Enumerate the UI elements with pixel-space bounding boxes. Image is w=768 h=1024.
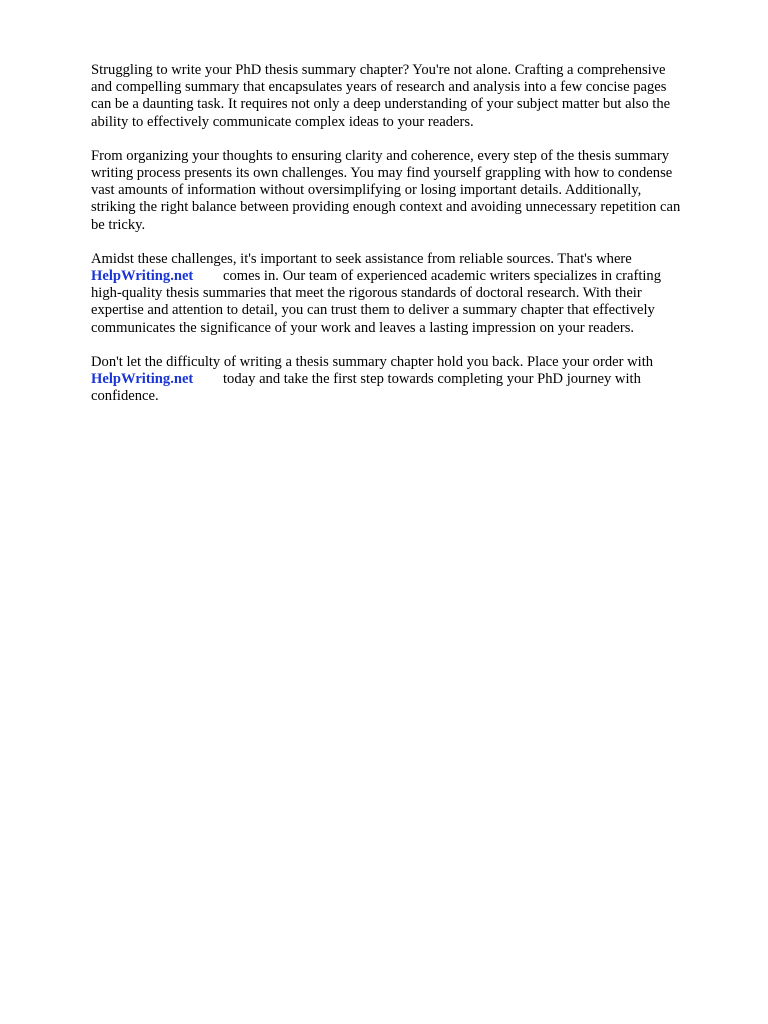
text-line-with-link <box>91 371 721 388</box>
text-line: Struggling to write your PhD thesis summary chapter? You're not alone. Crafting a comprehensive <box>91 62 666 78</box>
text-line: be tricky. <box>91 216 146 233</box>
text-line: Amidst these challenges, it's important to seek assistance from reliable sources. That's where <box>91 250 632 267</box>
paragraph-assistance <box>91 251 721 337</box>
text-line: writing process presents its own challenges. You may find yourself grappling with how to condense <box>91 165 673 182</box>
document-body <box>91 62 721 422</box>
text-after-link: today and take the first step towards completing your PhD journey with <box>223 371 641 388</box>
text-after-link: comes in. Our team of experienced academic writers specializes in crafting <box>223 268 662 285</box>
text-line: communicates the significance of your work and leaves a lasting impression on your readers. <box>91 319 635 336</box>
text-line-with-link <box>91 268 721 285</box>
paragraph-intro <box>91 62 721 131</box>
text-line: expertise and attention to detail, you can trust them to deliver a summary chapter that effectively <box>91 302 655 319</box>
text-line: From organizing your thoughts to ensuring clarity and coherence, every step of the thesis summary <box>91 147 670 164</box>
text-line: vast amounts of information without oversimplifying or losing important details. Additionally, <box>91 182 642 199</box>
paragraph-call-to-action <box>91 354 721 406</box>
text-line: Don't let the difficulty of writing a thesis summary chapter hold you back. Place your order with <box>91 353 654 370</box>
text-line: ability to effectively communicate complex ideas to your readers. <box>91 113 474 130</box>
helpwriting-link[interactable]: HelpWriting.net <box>91 371 194 388</box>
paragraph-challenges <box>91 148 721 234</box>
text-line: and compelling summary that encapsulates years of research and analysis into a few concise pages <box>91 79 667 96</box>
helpwriting-link[interactable]: HelpWriting.net <box>91 268 194 285</box>
text-line: can be a daunting task. It requires not only a deep understanding of your subject matter but also the <box>91 96 671 113</box>
text-line: confidence. <box>91 388 159 405</box>
text-line: high-quality thesis summaries that meet the rigorous standards of doctoral research. With their <box>91 285 642 302</box>
text-line: striking the right balance between providing enough context and avoiding unnecessary repetition can <box>91 199 681 216</box>
